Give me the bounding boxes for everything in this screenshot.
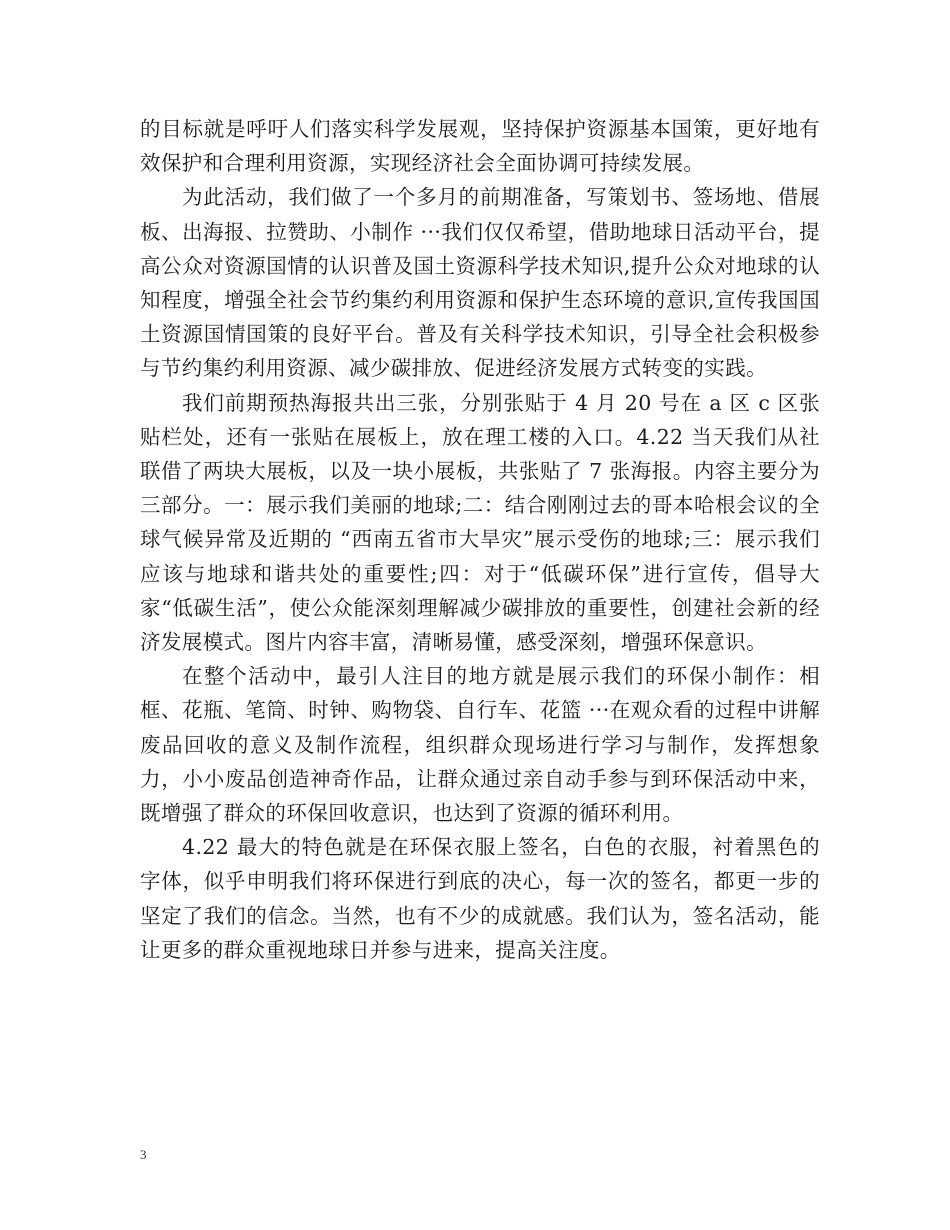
document-body — [140, 112, 820, 967]
paragraph: 在整个活动中，最引人注目的地方就是展示我们的环保小制作：相框、花瓶、笔筒、时钟、购物袋、自行车、花篮 ···在观众看的过程中讲解废品回收的意义及制作流程，组织群众现场进行学习与制作，发挥想象力，小小废品创造神奇作品，让群众通过亲自动手参与到环保活动中来，既增强了群众的环保回收意识，也达到了资源的循环利用。 — [140, 664, 820, 826]
paragraph: 4.22 最大的特色就是在环保衣服上签名，白色的衣服，衬着黑色的字体，似乎申明我们将环保进行到底的决心，每一次的签名，都更一步的坚定了我们的信念。当然，也有不少的成就感。我们认为，签名活动，能让更多的群众重视地球日并参与进来，提高关注度。 — [140, 835, 820, 962]
paragraph: 的目标就是呼吁人们落实科学发展观，坚持保护资源基本国策，更好地有效保护和合理利用资源，实现经济社会全面协调可持续发展。 — [140, 117, 820, 176]
paragraph: 为此活动，我们做了一个多月的前期准备，写策划书、签场地、借展板、出海报、拉赞助、小制作 ···我们仅仅希望，借助地球日活动平台，提高公众对资源国情的认识普及国土资源科学技术知识,提升公众对地球的认知程度，增强全社会节约集约利用资源和保护生态环境的意识,宣传我国国土资源国情国策的良好平台。普及有关科学技术知识，引导全社会积极参与节约集约利用资源、减少碳排放、促进经济发展方式转变的实践。 — [140, 185, 820, 381]
page-number: 3 — [140, 1147, 147, 1162]
paragraph: 我们前期预热海报共出三张，分别张贴于 4 月 20 号在 a 区 c 区张贴栏处，还有一张贴在展板上，放在理工楼的入口。4.22 当天我们从社联借了两块大展板，以及一块小展板，共张贴了 7 张海报。内容主要分为三部分。一：展示我们美丽的地球;二：结合刚刚过去的哥本哈根会议的全球气候异常及近期的 “西南五省市大旱灾”展示受伤的地球;三：展示我们应该与地球和谐共处的重要性;四：对于“低碳环保”进行宣传，倡导大家“低碳生活”，使公众能深刻理解减少碳排放的重要性，创建社会新的经济发展模式。图片内容丰富，清晰易懂，感受深刻，增强环保意识。 — [140, 390, 820, 655]
